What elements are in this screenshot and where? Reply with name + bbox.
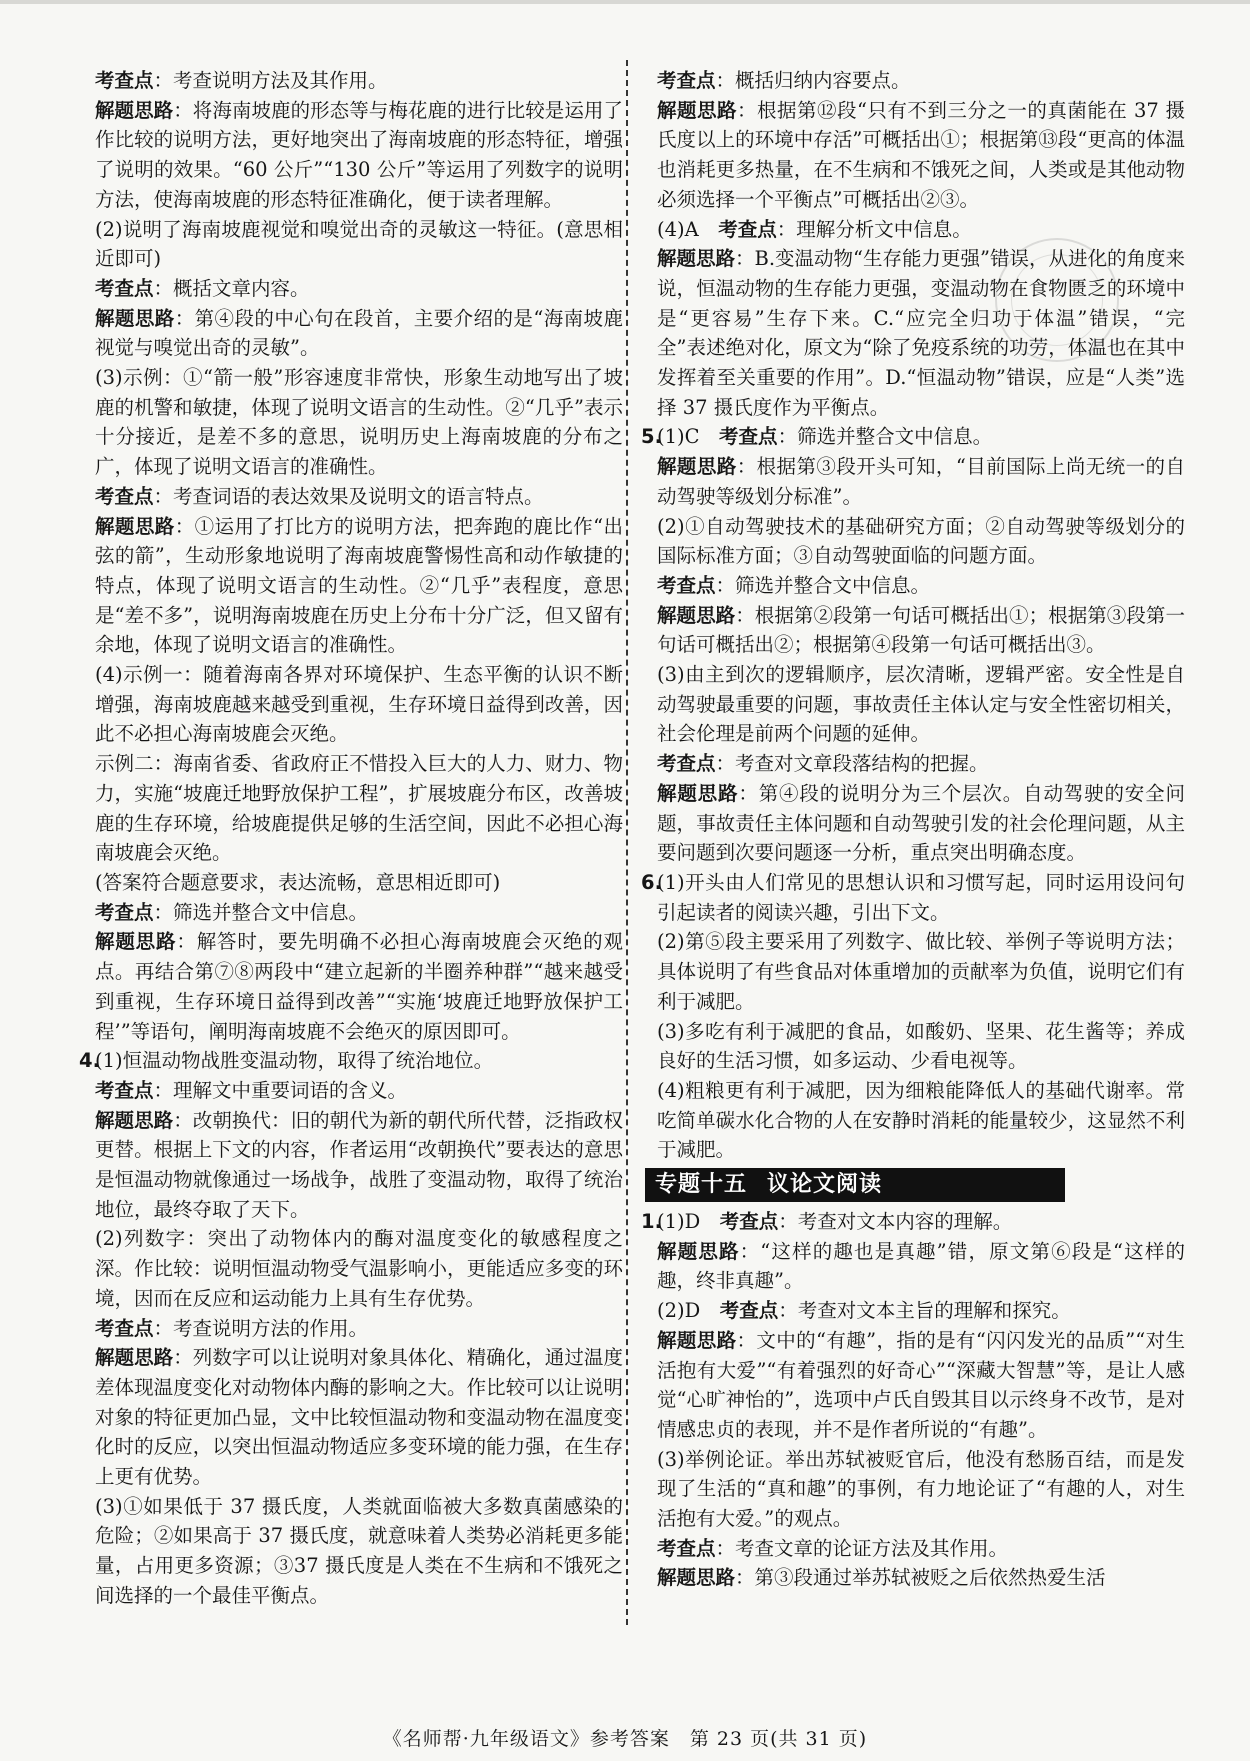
answer-choice: (4)A <box>657 217 719 241</box>
answer-paragraph <box>95 660 623 749</box>
answer-paragraph <box>95 868 623 898</box>
answer-choice: (1)C <box>657 425 720 449</box>
answer-text: ：改朝换代：旧的朝代为新的朝代所代替，泛指政权更替。根据上下文的内容，作者运用“改朝换代”要表达的意思是恒温动物就像通过一场战争，战胜了变温动物，取得了统治地位，最终夺取了天下。 <box>95 1108 623 1221</box>
answer-paragraph <box>657 1237 1185 1296</box>
answer-paragraph <box>95 1343 623 1492</box>
answer-text: (3)示例：①“箭一般”形容速度非常快，形象生动地写出了坡鹿的机警和敏捷，体现了说明文语言的生动性。②“几乎”表示十分接近，是差不多的意思，说明历史上海南坡鹿的分布之广，体现了说明文语言的准确性。 <box>95 366 623 479</box>
exam-point-label: 考查点 <box>657 573 716 597</box>
answer-paragraph <box>95 304 623 363</box>
exam-point-label: 考查点 <box>719 1210 779 1234</box>
exam-point-label: 考查点 <box>719 425 778 449</box>
answer-text: ：筛选并整合文中信息。 <box>715 573 931 597</box>
question-number: 6. <box>641 870 662 894</box>
answer-text: (3)多吃有利于减肥的食品，如酸奶、坚果、花生酱等；养成良好的生活习惯，如多运动、少看电视等。 <box>657 1019 1185 1073</box>
answer-paragraph <box>95 1106 623 1225</box>
question-number: 5. <box>641 425 662 449</box>
answer-paragraph <box>657 779 1185 868</box>
answer-text: ：“这样的趣也是真趣”错，原文第⑥段是“这样的趣，终非真趣”。 <box>657 1239 1185 1293</box>
answer-choice: (2)D <box>657 1299 720 1323</box>
exam-point-label: 考查点 <box>718 217 777 241</box>
answer-paragraph <box>95 482 623 512</box>
answer-text: ：将海南坡鹿的形态等与梅花鹿的进行比较是运用了作比较的说明方法，更好地突出了海南坡鹿的形态特征，增强了说明的效果。“60 公斤”“130 公斤”等运用了列数字的说明方法，使海南坡鹿的形态特征准确化，便于读者理解。 <box>95 98 623 211</box>
solution-label: 解题思路 <box>95 1346 174 1370</box>
answer-paragraph <box>95 274 623 304</box>
answer-text: (1)开头由人们常见的思想认识和习惯写起，同时运用设问句引起读者的阅读兴趣，引出下文。 <box>657 870 1185 924</box>
answer-paragraph <box>95 512 623 661</box>
answer-paragraph <box>657 66 1185 96</box>
page-top-edge <box>0 0 1250 4</box>
exam-point-label: 考查点 <box>657 69 716 92</box>
solution-label: 解题思路 <box>657 781 739 805</box>
answer-text: ：考查对文章段落结构的把握。 <box>715 752 989 776</box>
answer-paragraph <box>95 66 623 96</box>
solution-label: 解题思路 <box>657 1239 740 1263</box>
solution-label: 解题思路 <box>95 306 175 330</box>
answer-text: ：筛选并整合文中信息。 <box>777 425 993 449</box>
answer-text: ：文中的“有趣”，指的是有“闪闪发光的品质”“对生活抱有大爱”“有着强烈的好奇心”“深藏大智慧”等，是让人感觉“心旷神怡的”，选项中卢氏自毁其目以示终身不改节，是对情感忠贞的表现，并不是作者所说的“有趣”。 <box>657 1328 1185 1441</box>
answer-paragraph <box>657 1445 1185 1534</box>
answer-paragraph <box>95 215 623 274</box>
answer-text: ：理解分析文中信息。 <box>776 217 972 241</box>
section-number: 专题十五 <box>655 1172 748 1198</box>
exam-point-label: 考查点 <box>95 69 154 92</box>
answer-paragraph <box>657 215 1185 245</box>
answer-text: ：考查文章的论证方法及其作用。 <box>715 1536 1009 1560</box>
answer-text: ：解答时，要先明确不必担心海南坡鹿会灭绝的观点。再结合第⑦⑧两段中“建立起新的半圈养种群”“越来越受到重视，生存环境日益得到改善”“实施‘坡鹿迁地野放保护工程’”等语句，阐明海南坡鹿不会绝灭的原因即可。 <box>95 930 623 1043</box>
answer-text: ：①运用了打比方的说明方法，把奔跑的鹿比作“出弦的箭”，生动形象地说明了海南坡鹿警惕性高和动作敏捷的特点，体现了说明文语言的生动性。②“几乎”表程度，意思是“差不多”，说明海南坡鹿在历史上分布十分广泛，但又留有余地，体现了说明文语言的准确性。 <box>95 514 623 657</box>
answer-paragraph <box>657 1017 1185 1076</box>
answer-choice: (1)D <box>657 1210 720 1234</box>
question-number: 4. <box>79 1049 100 1073</box>
answer-paragraph <box>657 749 1185 779</box>
answer-paragraph <box>657 452 1185 511</box>
solution-label: 解题思路 <box>657 603 736 627</box>
answer-text: ：筛选并整合文中信息。 <box>153 900 369 924</box>
answer-paragraph <box>657 1534 1185 1564</box>
solution-label: 解题思路 <box>657 247 736 271</box>
answer-paragraph <box>657 660 1185 749</box>
solution-label: 解题思路 <box>95 514 175 538</box>
answer-paragraph <box>657 1296 1185 1326</box>
exam-point-label: 考查点 <box>95 1078 154 1102</box>
column-divider <box>626 60 628 1625</box>
answer-text: (3)由主到次的逻辑顺序，层次清晰，逻辑严密。安全性是自动驾驶最重要的问题，事故责任主体认定与安全性密切相关，社会伦理是前两个问题的延伸。 <box>657 663 1185 746</box>
answer-text: (答案符合题意要求，表达流畅，意思相近即可) <box>95 870 501 894</box>
answer-text: ：考查说明方法的作用。 <box>153 1316 369 1340</box>
answer-text: (4)示例一：随着海南各界对环境保护、生态平衡的认识不断增强，海南坡鹿越来越受到重视，生存环境日益得到改善，因此不必担心海南坡鹿会灭绝。 <box>95 663 623 746</box>
solution-label: 解题思路 <box>95 1108 174 1132</box>
answer-paragraph <box>95 749 623 868</box>
answer-text: (4)粗粮更有利于减肥，因为细粮能降低人的基础代谢率。常吃简单碳水化合物的人在安静时消耗的能量较少，这显然不利于减肥。 <box>657 1078 1185 1162</box>
answer-paragraph <box>95 927 623 1046</box>
answer-text: (3)举例论证。举出苏轼被贬官后，他没有愁肠百结，而是发现了生活的“真和趣”的事例，有力地论证了“有趣的人，对生活抱有大爱。”的观点。 <box>657 1447 1185 1531</box>
answer-text: ：根据第⑫段“只有不到三分之一的真菌能在 37 摄氏度以上的环境中存活”可概括出①；根据第⑬段“更高的体温也消耗更多热量，在不生病和不饿死之间，人类或是其他动物必须选择一个平衡点”可概括出②③。 <box>657 98 1185 211</box>
answer-text: ：概括文章内容。 <box>153 276 310 300</box>
answer-text: ：考查说明方法及其作用。 <box>153 69 388 92</box>
answer-paragraph <box>79 1046 623 1076</box>
exam-point-label: 考查点 <box>719 1299 779 1323</box>
exam-point-label: 考查点 <box>95 900 154 924</box>
answer-paragraph <box>641 1207 1185 1237</box>
solution-label: 解题思路 <box>657 1328 737 1352</box>
left-column <box>79 66 623 1611</box>
answer-paragraph <box>657 571 1185 601</box>
answer-paragraph <box>95 363 623 482</box>
exam-point-label: 考查点 <box>657 752 716 776</box>
answer-paragraph <box>657 96 1185 215</box>
answer-text: (3)①如果低于 37 摄氏度，人类就面临被大多数真菌感染的危险；②如果高于 37 摄氏度，就意味着人类势必消耗更多能量，占用更多资源；③37 摄氏度是人类在不生病和不饿死之间选择的一个最佳平衡点。 <box>95 1494 623 1607</box>
answer-text: ：根据第②段第一句话可概括出①；根据第③段第一句话可概括出②；根据第④段第一句话可概括出③。 <box>657 603 1185 657</box>
answer-paragraph <box>95 898 623 928</box>
answer-text: ：第④段的说明分为三个层次。自动驾驶的安全问题，事故责任主体问题和自动驾驶引发的社会伦理问题，从主要问题到次要问题逐一分析，重点突出明确态度。 <box>657 781 1185 865</box>
answer-text: ：第④段的中心句在段首，主要介绍的是“海南坡鹿视觉与嗅觉出奇的灵敏”。 <box>95 306 623 360</box>
answer-paragraph <box>95 96 623 215</box>
answer-text: (1)恒温动物战胜变温动物，取得了统治地位。 <box>95 1049 494 1073</box>
answer-paragraph <box>657 1563 1185 1593</box>
answer-text: ：B.变温动物“生存能力更强”错误，从进化的角度来说，恒温动物的生存能力更强，变温动物在食物匮乏的环境中是“更容易”生存下来。C.“应完全归功于体温”错误，“完全”表述绝对化，原文为“除了免疫系统的功劳，体温也在其中发挥着至关重要的作用”。D.“恒温动物”错误，应是“人类”选择 37 摄氏度作为平衡点。 <box>657 247 1185 419</box>
exam-point-label: 考查点 <box>95 1316 154 1340</box>
answer-text: 示例二：海南省委、省政府正不惜投入巨大的人力、财力、物力，实施“坡鹿迁地野放保护工程”，扩展坡鹿分布区，改善坡鹿的生存环境，给坡鹿提供足够的生活空间，因此不必担心海南坡鹿会灭绝。 <box>95 752 623 865</box>
section-title: 议论文阅读 <box>767 1172 883 1198</box>
answer-paragraph <box>657 927 1185 1016</box>
solution-label: 解题思路 <box>95 930 177 954</box>
answer-paragraph <box>657 512 1185 571</box>
solution-label: 解题思路 <box>657 455 737 479</box>
answer-text: ：考查词语的表达效果及说明文的语言特点。 <box>153 484 544 508</box>
answer-paragraph <box>95 1492 623 1611</box>
answer-paragraph <box>95 1314 623 1344</box>
section-banner <box>645 1168 1065 1202</box>
answer-text: ：理解文中重要词语的含义。 <box>153 1078 408 1102</box>
solution-label: 解题思路 <box>95 98 174 122</box>
answer-text: ：第③段通过举苏轼被贬之后依然热爱生活 <box>735 1566 1106 1590</box>
solution-label: 解题思路 <box>657 1566 736 1590</box>
answer-paragraph <box>657 1076 1185 1165</box>
answer-paragraph <box>641 868 1185 927</box>
exam-point-label: 考查点 <box>95 484 154 508</box>
exam-point-label: 考查点 <box>95 276 154 300</box>
answer-paragraph <box>657 1326 1185 1445</box>
answer-text: ：考查对文本内容的理解。 <box>778 1210 1013 1234</box>
answer-text: ：考查对文本主旨的理解和探究。 <box>778 1299 1071 1323</box>
page-footer: 《名师帮·九年级语文》参考答案 第 23 页(共 31 页) <box>382 1728 868 1750</box>
answer-text: ：概括归纳内容要点。 <box>715 69 911 92</box>
answer-text: (2)列数字：突出了动物体内的酶对温度变化的敏感程度之深。作比较：说明恒温动物受气温影响小，更能适应多变的环境，因而在反应和运动能力上具有生存优势。 <box>95 1227 623 1310</box>
answer-text: ：根据第③段开头可知，“目前国际上尚无统一的自动驾驶等级划分标准”。 <box>657 455 1185 508</box>
answer-text: (2)说明了海南坡鹿视觉和嗅觉出奇的灵敏这一特征。(意思相近即可) <box>95 217 623 271</box>
question-number: 1. <box>641 1210 662 1234</box>
answer-paragraph <box>641 422 1185 452</box>
answer-paragraph <box>95 1224 623 1313</box>
answer-paragraph <box>657 601 1185 660</box>
answer-paragraph <box>95 1076 623 1106</box>
answer-text: (2)①自动驾驶技术的基础研究方面；②自动驾驶等级划分的国际标准方面；③自动驾驶面临的问题方面。 <box>657 514 1185 568</box>
solution-label: 解题思路 <box>657 98 737 122</box>
answer-text: ：列数字可以让说明对象具体化、精确化，通过温度差体现温度变化对动物体内酶的影响之大。作比较可以让说明对象的特征更加凸显，文中比较恒温动物和变温动物在温度变化时的反应，以突出恒温动物适应多变环境的能力强，在生存上更有优势。 <box>95 1346 623 1489</box>
answer-text: (2)第⑤段主要采用了列数字、做比较、举例子等说明方法；具体说明了有些食品对体重增加的贡献率为负值，说明它们有利于减肥。 <box>657 930 1185 1013</box>
exam-point-label: 考查点 <box>657 1536 716 1560</box>
